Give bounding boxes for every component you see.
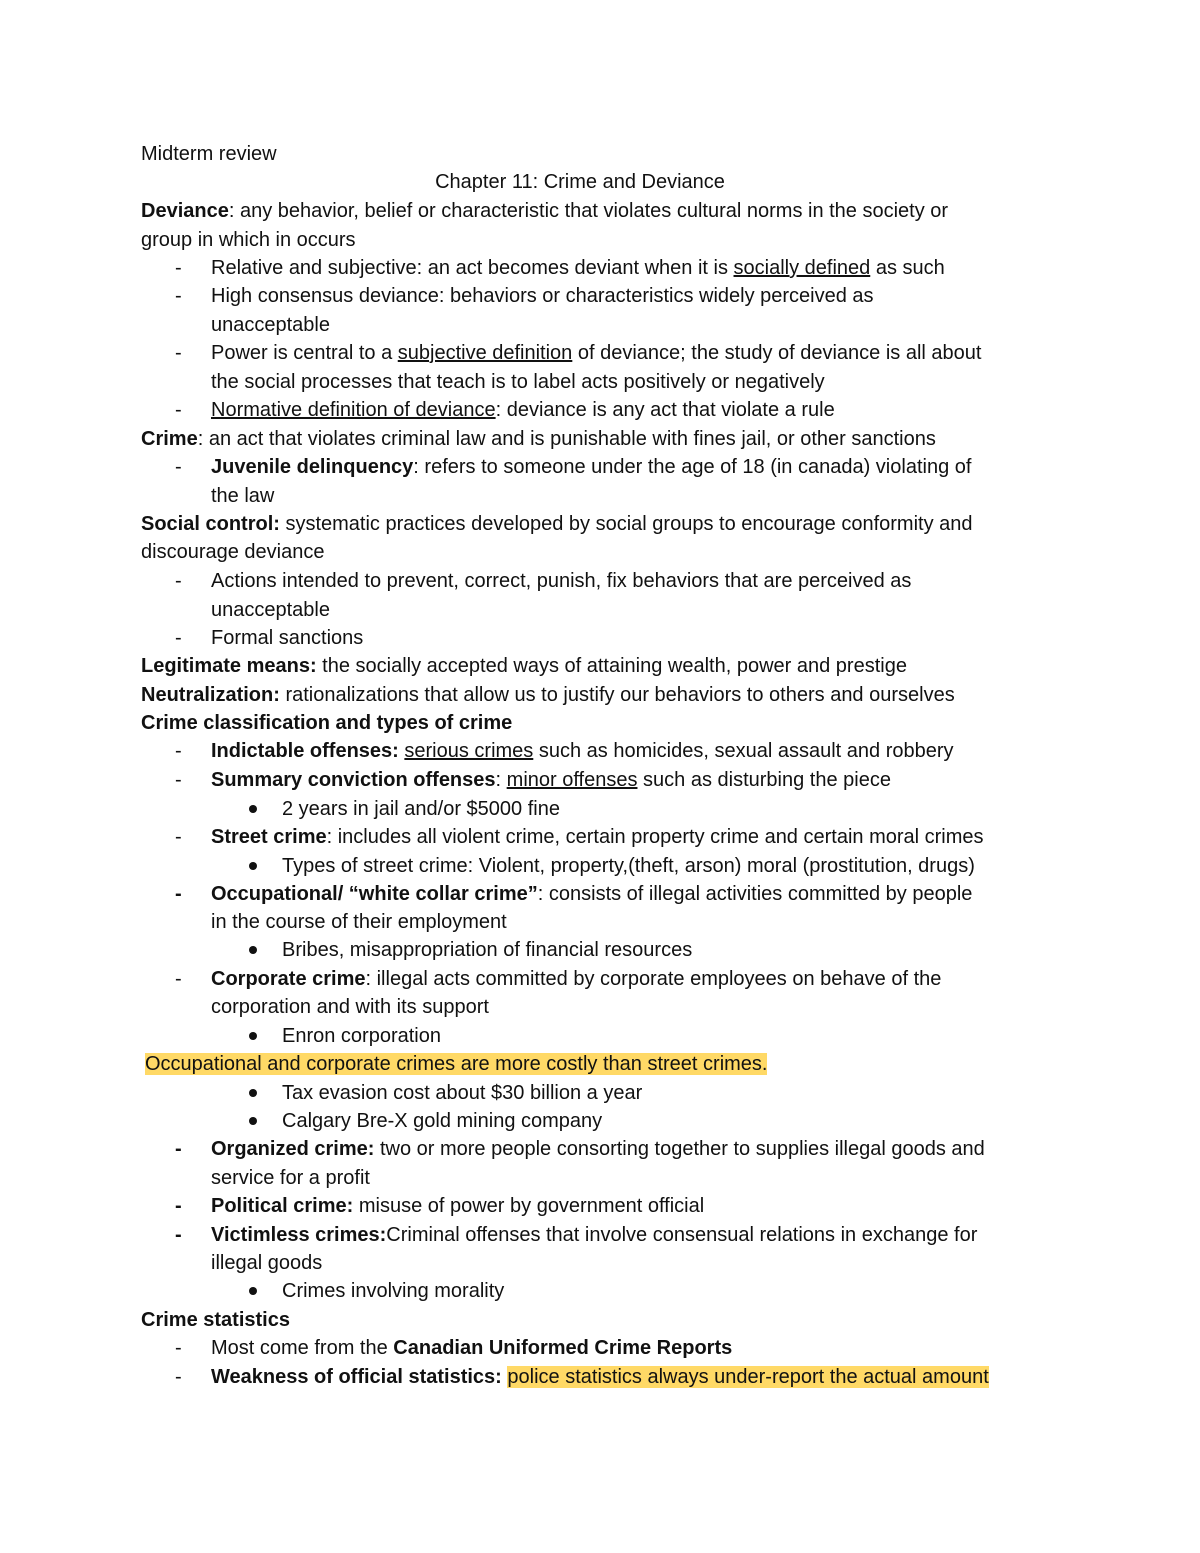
bullet-dash: - [175, 1138, 182, 1160]
deviance-bullet-relative: Relative and subjective: an act becomes deviant when it is socially defined as such [211, 257, 945, 279]
organized-crime-cont: service for a profit [211, 1167, 370, 1189]
highlighted-note [145, 1050, 767, 1078]
occupational-crime: Occupational/ “white collar crime”: consists of illegal activities committed by people [211, 883, 973, 905]
corporate-crime-cont: corporation and with its support [211, 996, 489, 1018]
bullet-dash: - [175, 285, 182, 307]
bullet-dash: - [175, 769, 182, 791]
social-control-term: Social control: [141, 513, 280, 535]
summary-conviction-offenses: Summary conviction offenses: minor offenses such as disturbing the piece [211, 769, 891, 791]
corporate-crime: Corporate crime: illegal acts committed by corporate employees on behave of the [211, 968, 942, 990]
social-control-definition: Social control: systematic practices developed by social groups to encourage conformity and [141, 513, 973, 535]
bullet-dot [249, 805, 257, 813]
ucr-term: Canadian Uniformed Crime Reports [393, 1337, 733, 1359]
deviance-bullet-consensus-cont: unacceptable [211, 314, 330, 336]
street-crime-term: Street crime [211, 826, 327, 848]
bullet-dot [249, 946, 257, 954]
deviance-term: Deviance [141, 200, 229, 222]
social-control-bullet-actions: Actions intended to prevent, correct, punish, fix behaviors that are perceived as [211, 570, 912, 592]
corporate-term: Corporate crime [211, 968, 366, 990]
bullet-dash: - [175, 342, 182, 364]
underlined-term: serious crimes [404, 740, 534, 762]
bullet-dash: - [175, 968, 182, 990]
indictable-term: Indictable offenses: [211, 740, 399, 762]
statistics-weakness [211, 1363, 989, 1391]
deviance-def-text: : any behavior, belief or characteristic that violates cultural norms in the society or [228, 200, 949, 222]
note-sub-tax: Tax evasion cost about $30 billion a year [282, 1082, 643, 1104]
bullet-dash: - [175, 826, 182, 848]
highlight-text: Occupational and corporate crimes are more costly than street crimes. [145, 1053, 768, 1075]
social-control-definition-cont: discourage deviance [141, 541, 325, 563]
bullet-dash: - [175, 1337, 182, 1359]
legitimate-term: Legitimate means: [141, 655, 317, 677]
bullet-dash: - [175, 570, 182, 592]
juvenile-term: Juvenile delinquency [211, 456, 414, 478]
indictable-offenses: Indictable offenses: serious crimes such as homicides, sexual assault and robbery [211, 740, 954, 762]
victimless-crimes: Victimless crimes:Criminal offenses that involve consensual relations in exchange for [211, 1224, 978, 1246]
social-control-bullet-sanctions: Formal sanctions [211, 627, 364, 649]
social-control-bullet-actions-cont: unacceptable [211, 599, 330, 621]
underlined-term: Normative definition of deviance [211, 399, 496, 421]
doc-title: Midterm review [141, 143, 277, 165]
underlined-term: socially defined [733, 257, 871, 279]
street-crime-types: Types of street crime: Violent, property,(theft, arson) moral (prostitution, drugs) [282, 855, 975, 877]
political-term: Political crime: [211, 1195, 354, 1217]
neutralization-definition: Neutralization: rationalizations that allow us to justify our behaviors to others and ourselves [141, 684, 955, 706]
summary-sub-penalty: 2 years in jail and/or $5000 fine [282, 798, 560, 820]
deviance-bullet-power-cont: the social processes that teach is to label acts positively or negatively [211, 371, 825, 393]
statistics-heading: Crime statistics [141, 1309, 290, 1331]
bullet-dot [249, 1089, 257, 1097]
street-crime: Street crime: includes all violent crime, certain property crime and certain moral crimes [211, 826, 984, 848]
statistics-source: Most come from the Canadian Uniformed Crime Reports [211, 1337, 733, 1359]
crime-bullet-juvenile-cont: the law [211, 485, 275, 507]
deviance-bullet-consensus: High consensus deviance: behaviors or characteristics widely perceived as [211, 285, 874, 307]
deviance-definition [141, 197, 948, 225]
deviance-bullet-power: Power is central to a subjective definition of deviance; the study of deviance is all about [211, 342, 982, 364]
weakness-term: Weakness of official statistics: [211, 1366, 502, 1388]
occupational-crime-cont: in the course of their employment [211, 911, 507, 933]
crime-definition: Crime: an act that violates criminal law and is punishable with fines jail, or other sanctions [141, 428, 936, 450]
underlined-term: subjective definition [397, 342, 573, 364]
bullet-dash: - [175, 257, 182, 279]
bullet-dash: - [175, 456, 182, 478]
bullet-dash: - [175, 627, 182, 649]
corporate-sub: Enron corporation [282, 1025, 441, 1047]
organized-term: Organized crime: [211, 1138, 375, 1160]
victimless-term: Victimless crimes: [211, 1224, 387, 1246]
victimless-sub: Crimes involving morality [282, 1280, 505, 1302]
classification-heading: Crime classification and types of crime [141, 712, 513, 734]
organized-crime: Organized crime: two or more people consorting together to supplies illegal goods and [211, 1138, 985, 1160]
crime-bullet-juvenile: Juvenile delinquency: refers to someone under the age of 18 (in canada) violating of [211, 456, 972, 478]
chapter-heading: Chapter 11: Crime and Deviance [435, 171, 725, 193]
bullet-dash: - [175, 1224, 182, 1246]
bullet-dash: - [175, 1366, 182, 1388]
underlined-term: minor offenses [506, 769, 638, 791]
victimless-crimes-cont: illegal goods [211, 1252, 323, 1274]
bullet-dot [249, 1032, 257, 1040]
political-crime: Political crime: misuse of power by government official [211, 1195, 705, 1217]
crime-term: Crime [141, 428, 198, 450]
occupational-sub: Bribes, misappropriation of financial resources [282, 939, 693, 961]
note-sub-bre-x: Calgary Bre-X gold mining company [282, 1110, 603, 1132]
bullet-dash: - [175, 399, 182, 421]
summary-term: Summary conviction offenses [211, 769, 496, 791]
bullet-dot [249, 862, 257, 870]
bullet-dot [249, 1117, 257, 1125]
deviance-definition-cont: group in which in occurs [141, 229, 356, 251]
neutralization-term: Neutralization: [141, 684, 280, 706]
bullet-dot [249, 1287, 257, 1295]
deviance-bullet-normative: Normative definition of deviance: deviance is any act that violate a rule [211, 399, 835, 421]
bullet-dash: - [175, 1195, 182, 1217]
legitimate-means-definition: Legitimate means: the socially accepted ways of attaining wealth, power and prestige [141, 655, 907, 677]
highlight-text: police statistics always under-report the actual amount [507, 1366, 989, 1388]
bullet-dash: - [175, 740, 182, 762]
bullet-dash: - [175, 883, 182, 905]
occupational-term: Occupational/ “white collar crime” [211, 883, 538, 905]
